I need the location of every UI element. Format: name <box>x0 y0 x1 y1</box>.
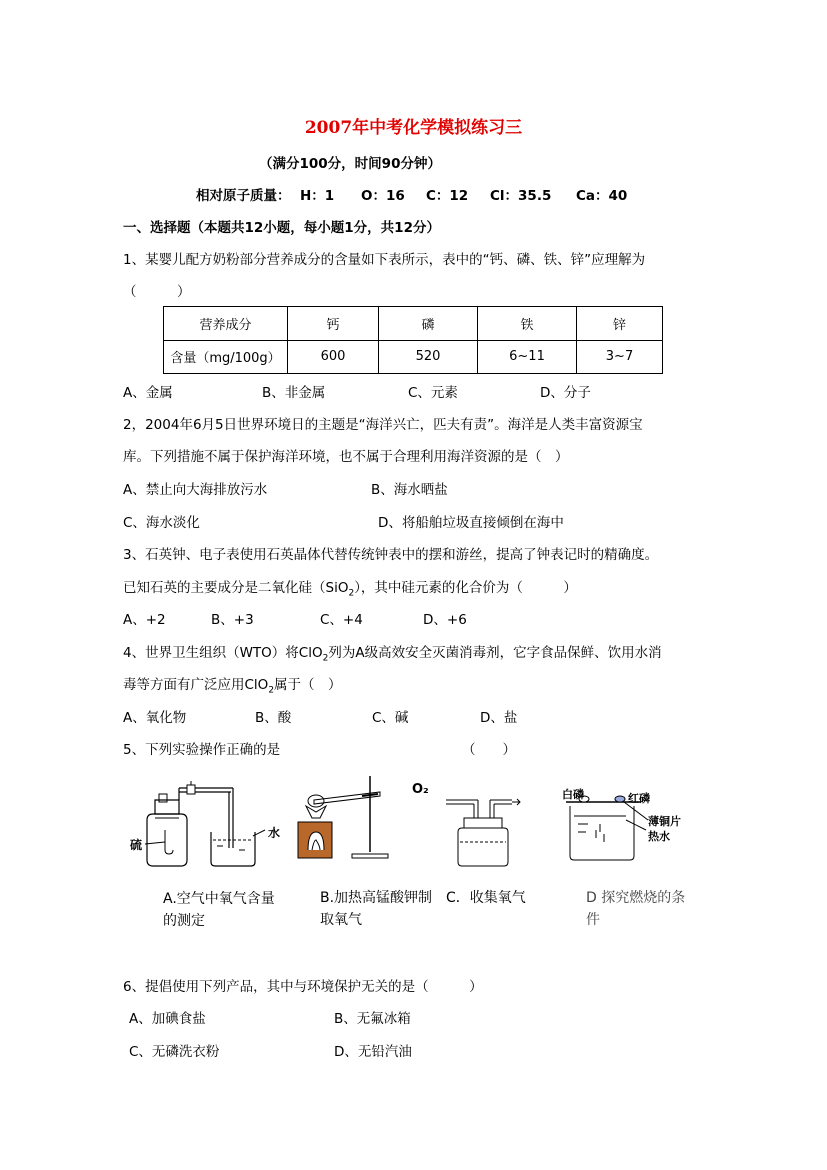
q6-option-b: B、无氟冰箱 <box>334 1011 411 1027</box>
q2-option-d: D、将船舶垃圾直接倾倒在海中 <box>378 515 564 531</box>
q4-option-c: C、碱 <box>372 710 409 726</box>
table-cell: 含量（mg/100g） <box>164 340 288 374</box>
fig-d-hot-label: 热水 <box>648 830 670 843</box>
q2-stem-line1: 2，2004年6月5日世界环境日的主题是“海洋兴亡，匹夫有责”。海洋是人类丰富资源宝 <box>123 417 643 433</box>
q4-option-d: D、盐 <box>480 710 518 726</box>
fig-c-caption: C．收集氧气 <box>446 890 526 906</box>
table-header-cell: 磷 <box>379 307 478 341</box>
q3-stem-line1: 3、石英钟、电子表使用石英晶体代替传统钟表中的摆和游丝，提高了钟表记时的精确度。 <box>123 547 659 563</box>
table-header-cell: 锌 <box>577 307 663 341</box>
figure-a-apparatus <box>125 778 285 870</box>
q5-stem: 5、下列实验操作正确的是 <box>123 742 281 758</box>
q6-stem: 6、提倡使用下列产品，其中与环境保护无关的是（ ） <box>123 979 483 995</box>
q5-paren: （ ） <box>462 742 516 758</box>
q6-option-a: A、加碘食盐 <box>129 1011 206 1027</box>
fig-d-caption: D 探究燃烧的条件 <box>586 890 686 928</box>
q6-option-c: C、无磷洗衣粉 <box>129 1044 220 1060</box>
q1-option-d: D、分子 <box>540 385 591 401</box>
q4-stem-line1: 4、世界卫生组织（WTO）将ClO$_2$列为A级高效安全灭菌消毒剂，它字食品保鲜、饮用水消 <box>123 645 662 664</box>
q3-option-a: A、+2 <box>123 612 166 628</box>
q6-option-d: D、无铅汽油 <box>334 1044 412 1060</box>
fig-b-caption: B.加热高锰酸钾制取氧气 <box>320 890 433 928</box>
table-cell: 3~7 <box>577 340 663 374</box>
q1-option-c: C、元素 <box>408 385 458 401</box>
q3-stem-line2: 已知石英的主要成分是二氧化硅（SiO$_2$），其中硅元素的化合价为（ ） <box>123 580 577 599</box>
q3-option-d: D、+6 <box>423 612 467 628</box>
fig-a-sulfur-label: 硫 <box>130 838 143 852</box>
q3-option-b: B、+3 <box>211 612 254 628</box>
table-header-cell: 营养成分 <box>164 307 288 341</box>
table-cell: 600 <box>288 340 379 374</box>
nutrition-table <box>163 306 663 374</box>
table-cell: 520 <box>379 340 478 374</box>
fig-a-water-label: 水 <box>268 826 281 840</box>
section-heading: 一、选择题（本题共12小题，每小题1分，共12分） <box>123 220 440 236</box>
atomic-mass-label: 相对原子质量： <box>196 188 291 204</box>
atomic-mass-cl: Cl：35.5 <box>490 188 552 204</box>
q1-paren: （ ） <box>123 284 191 300</box>
q4-option-b: B、酸 <box>255 710 292 726</box>
q4-option-a: A、氧化物 <box>123 710 187 726</box>
q2-stem-line2: 库。下列措施不属于保护海洋环境，也不属于合理利用海洋资源的是（ ） <box>123 449 569 465</box>
exam-info: （满分100分，时间90分钟） <box>259 156 441 172</box>
table-row <box>164 307 663 341</box>
table-cell: 6~11 <box>478 340 577 374</box>
figure-b-apparatus <box>292 770 404 862</box>
atomic-mass-o: O：16 <box>361 188 405 204</box>
atomic-mass-ca: Ca：40 <box>576 188 628 204</box>
q1-stem: 1、某婴儿配方奶粉部分营养成分的含量如下表所示，表中的“钙、磷、铁、锌”应理解为 <box>123 252 646 268</box>
atomic-mass-c: C：12 <box>426 188 469 204</box>
fig-d-white-label: 白磷 <box>562 788 584 801</box>
table-header-cell: 铁 <box>478 307 577 341</box>
fig-a-caption: A.空气中氧气含量的测定 <box>163 891 275 929</box>
atomic-mass-h: H：1 <box>300 188 335 204</box>
page-title: 2007年中考化学模拟练习三 <box>304 118 523 138</box>
q4-stem-line2: 毒等方面有广泛应用ClO$_2$属于（ ） <box>123 677 342 696</box>
fig-d-red-label: 红磷 <box>628 792 650 805</box>
q2-option-a: A、禁止向大海排放污水 <box>123 482 268 498</box>
q2-option-b: B、海水晒盐 <box>371 482 448 498</box>
q3-option-c: C、+4 <box>320 612 363 628</box>
figure-c-apparatus <box>440 792 528 872</box>
table-row <box>164 340 663 374</box>
q1-option-a: A、金属 <box>123 385 173 401</box>
table-header-cell: 钙 <box>288 307 379 341</box>
q2-option-c: C、海水淡化 <box>123 515 200 531</box>
fig-c-o2-label: O₂ <box>412 782 429 797</box>
q1-option-b: B、非金属 <box>262 385 326 401</box>
fig-d-copper-label: 薄铜片 <box>648 815 681 828</box>
